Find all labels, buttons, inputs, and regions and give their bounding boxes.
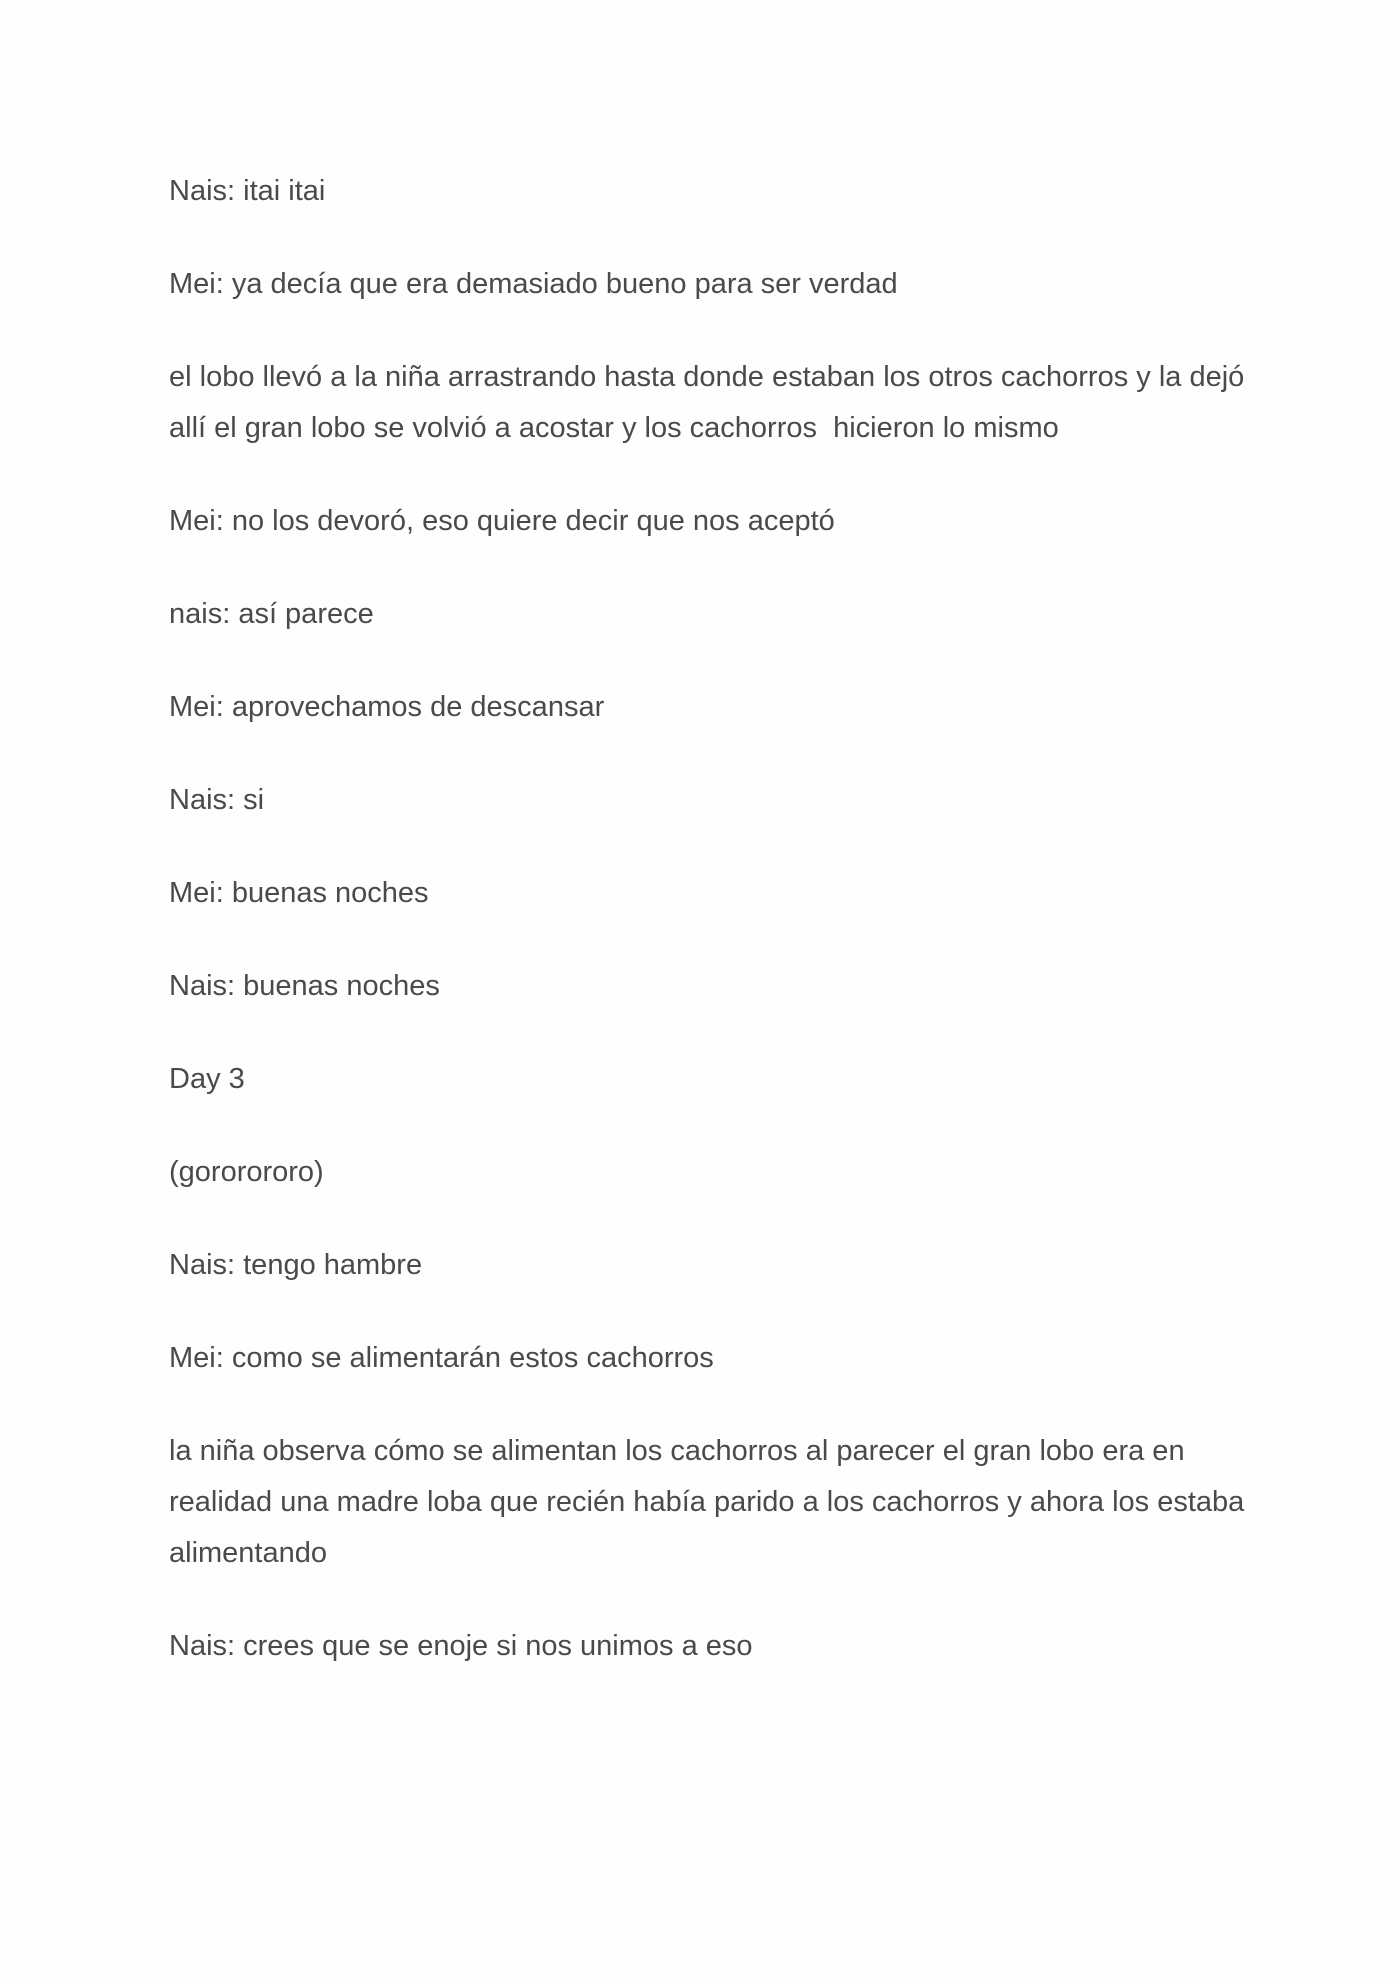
paragraph-dialogue: Mei: como se alimentarán estos cachorros — [169, 1342, 714, 1374]
day-heading: Day 3 — [169, 1063, 245, 1095]
paragraph-dialogue: Nais: itai itai — [169, 175, 326, 207]
document-body — [169, 166, 1253, 1714]
paragraph-dialogue: Mei: buenas noches — [169, 877, 429, 909]
paragraph-narration: el lobo llevó a la niña arrastrando hasta donde estaban los otros cachorros y la dejó allí el gran lobo se volvió a acostar y los cachorros hicieron lo mismo — [169, 361, 1253, 444]
paragraph-dialogue: Nais: si — [169, 784, 265, 816]
paragraph-dialogue: Nais: tengo hambre — [169, 1249, 423, 1281]
paragraph-sound-effect: (gororororo) — [169, 1156, 324, 1188]
paragraph-dialogue: nais: así parece — [169, 598, 374, 630]
paragraph-narration: la niña observa cómo se alimentan los cachorros al parecer el gran lobo era en realidad una madre loba que recién había parido a los cachorros y ahora los estaba alimentando — [169, 1435, 1253, 1569]
paragraph-dialogue: Mei: ya decía que era demasiado bueno para ser verdad — [169, 268, 898, 300]
paragraph-dialogue: Nais: buenas noches — [169, 970, 440, 1002]
paragraph-dialogue: Mei: no los devoró, eso quiere decir que nos aceptó — [169, 505, 835, 537]
paragraph-dialogue: Mei: aprovechamos de descansar — [169, 691, 605, 723]
paragraph-dialogue: Nais: crees que se enoje si nos unimos a eso — [169, 1630, 753, 1662]
